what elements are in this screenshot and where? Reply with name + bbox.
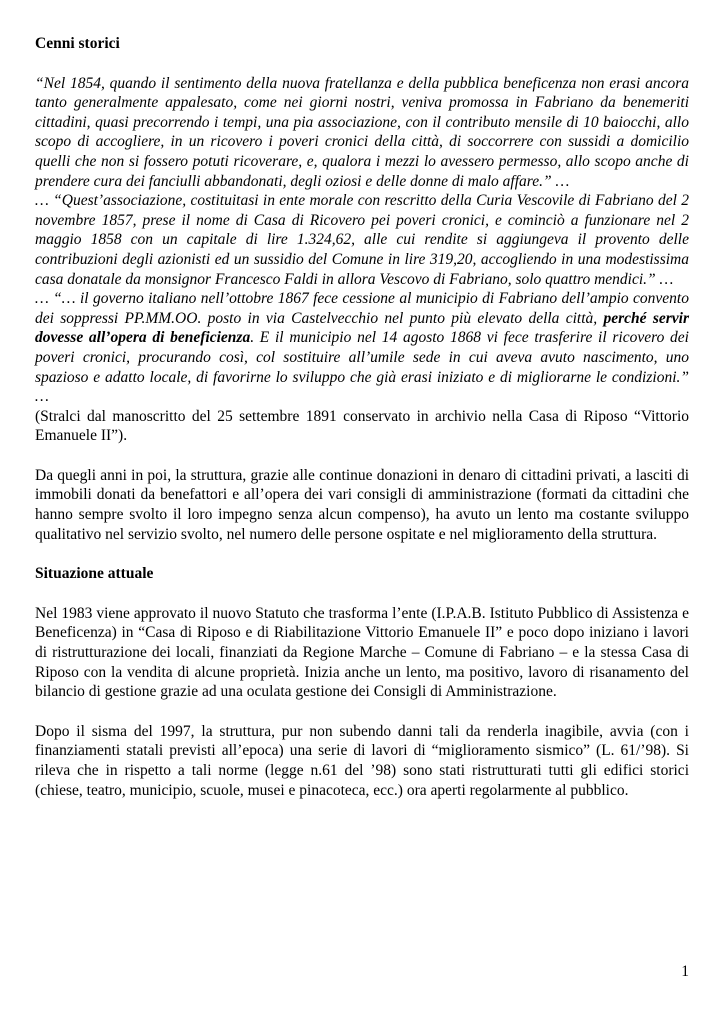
page-number: 1 xyxy=(681,963,689,980)
paragraph-development: Da quegli anni in poi, la struttura, grazie alle continue donazioni in denaro di cittadini privati, a lasciti di immobili donati da benefattori e all’opera dei vari consigli di amministrazione (formati da cittadini che hanno sempre svolto il loro impegno senza alcun compenso), ha avuto un lento ma costante sviluppo qualitativo nel servizio svolto, nel numero delle persone ospitate e nel miglioramento della struttura. xyxy=(35,466,689,543)
source-note: (Stralci dal manoscritto del 25 settembre 1891 conservato in archivio nella Casa di Riposo “Vittorio Emanuele II”). xyxy=(35,407,689,445)
quote-text-after: . E il municipio nel 14 agosto 1868 vi fece trasferire il ricovero dei poveri cronici, procurando così, col sostituire all’umile sede in cui aveva avuto nascimento, uno spazioso e adatto locale, di favorirne lo sviluppo che già erasi iniziato e di migliorarne le condizioni.” … xyxy=(35,329,689,406)
section-title-current: Situazione attuale xyxy=(35,565,154,583)
spacer xyxy=(35,544,689,564)
paragraph-earthquake-1997: Dopo il sisma del 1997, la struttura, pur non subendo danni tali da renderla inagibile, avvia (con i finanziamenti statali previsti all’epoca) una serie di lavori di “miglioramento sismico” (L. 61/’98). Si rileva che in rispetto a tali norme (legge n.61 del ’98) sono stati ristrutturati tutti gli edifici storici (chiese, teatro, municipio, scuole, musei e pinacoteca, ecc.) ora aperti regolarmente al pubblico. xyxy=(35,722,689,799)
spacer xyxy=(35,54,689,74)
quote-text-emphasis: perché servir dovesse all’opera di beneficienza xyxy=(35,309,689,347)
spacer xyxy=(35,584,689,604)
historical-quote-1867 xyxy=(35,289,689,407)
historical-quote-1854: “Nel 1854, quando il sentimento della nuova fratellanza e della pubblica beneficenza non erasi ancora tanto generalmente appalesato, come nei giorni nostri, veniva promossa in Fabriano da benemeriti cittadini, quasi precorrendo i tempi, una pia associazione, con il contributo mensile di 10 baiocchi, allo scopo di accogliere, in un ricovero i poveri cronici della città, di soccorrere con sussidi a domicilio quelli che non si fossero potuti ricoverare, e, qualora i mezzi lo avessero permesso, allo scopo anche di prendere cura dei fanciulli abbandonati, degli oziosi e delle donne di malo affare.” … xyxy=(35,74,689,190)
quote-text-before: … “… il governo italiano nell’ottobre 1867 fece cessione al municipio di Fabriano dell’ampio convento dei soppressi PP.MM.OO. posto in via Castelvecchio nel punto più elevato della città, xyxy=(35,290,689,327)
spacer xyxy=(35,446,689,466)
historical-quote-1857: … “Quest’associazione, costituitasi in ente morale con rescritto della Curia Vescovile di Fabriano del 2 novembre 1857, prese il nome di Casa di Ricovero pei poveri cronici, e cominciò a funzionare nel 2 maggio 1858 con un capitale di lire 1.324,62, alle cui rendite si aggiungeva il provento delle contribuzioni degli azionisti ed un sussidio del Comune in lire 319,20, accogliendo in una modestissima casa donatale da monsignor Francesco Faldi in allora Vescovo di Fabriano, solo quattro mendici.” … xyxy=(35,192,689,288)
spacer xyxy=(35,702,689,722)
document-page xyxy=(35,34,689,800)
paragraph-statute-1983: Nel 1983 viene approvato il nuovo Statuto che trasforma l’ente (I.P.A.B. Istituto Pubblico di Assistenza e Beneficenza) in “Casa di Riposo e di Riabilitazione Vittorio Emanuele II” e poco dopo iniziano i lavori di ristrutturazione dei locali, finanziati da Regione Marche – Comune di Fabriano – e la stessa Casa di Riposo con la vendita di alcune proprietà. Inizia anche un lento, ma positivo, lavoro di risanamento del bilancio di gestione grazie ad una oculata gestione dei Consigli di Amministrazione. xyxy=(35,604,689,701)
section-title-history: Cenni storici xyxy=(35,35,120,52)
